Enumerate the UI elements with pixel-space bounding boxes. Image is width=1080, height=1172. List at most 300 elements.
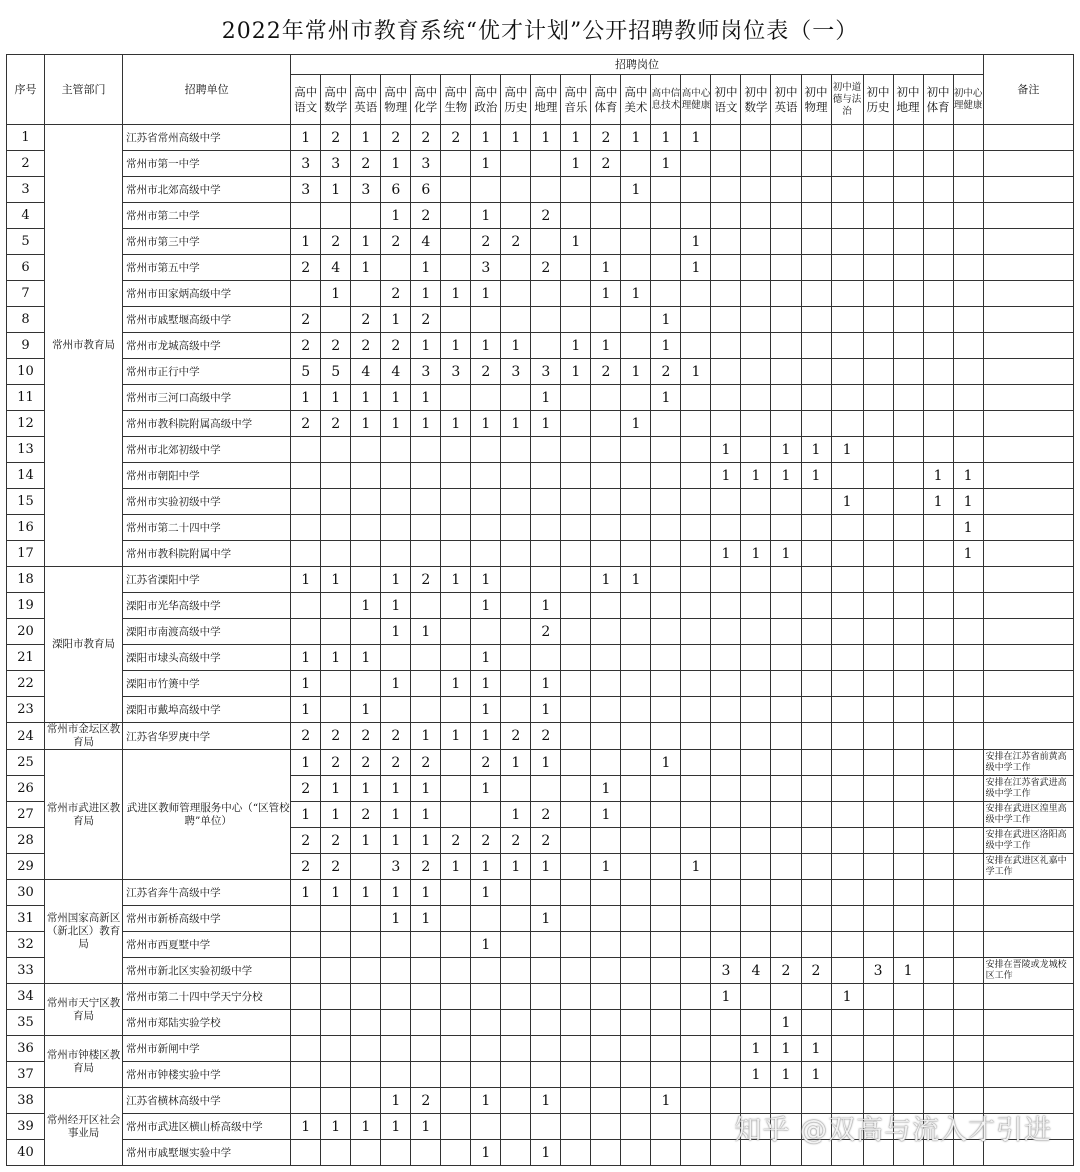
position-count: 1	[411, 723, 441, 750]
position-count	[351, 1062, 381, 1088]
position-count	[651, 984, 681, 1010]
position-count	[321, 515, 351, 541]
position-count	[561, 255, 591, 281]
position-count	[863, 177, 893, 203]
position-count	[621, 255, 651, 281]
position-count	[923, 880, 953, 906]
position-count	[771, 515, 801, 541]
table-row	[7, 567, 1074, 593]
note-cell	[983, 1036, 1073, 1062]
table-row	[7, 177, 1074, 203]
position-count: 1	[591, 776, 621, 802]
position-count: 2	[321, 723, 351, 750]
position-count	[893, 333, 923, 359]
position-count	[651, 541, 681, 567]
position-count: 1	[291, 750, 321, 776]
position-count	[621, 1088, 651, 1114]
note-cell	[983, 1062, 1073, 1088]
position-count	[651, 828, 681, 854]
note-cell	[983, 151, 1073, 177]
position-count	[651, 411, 681, 437]
position-count	[561, 697, 591, 723]
position-count	[651, 1010, 681, 1036]
position-count	[531, 958, 561, 984]
position-count	[923, 1062, 953, 1088]
position-count	[441, 906, 471, 932]
note-cell	[983, 177, 1073, 203]
position-count	[741, 932, 771, 958]
position-count: 4	[381, 359, 411, 385]
position-count	[441, 1036, 471, 1062]
position-count	[923, 932, 953, 958]
position-count	[741, 385, 771, 411]
position-count: 1	[291, 229, 321, 255]
note-cell	[983, 281, 1073, 307]
position-count	[591, 645, 621, 671]
position-count	[741, 177, 771, 203]
position-count	[441, 1140, 471, 1166]
position-count	[591, 177, 621, 203]
position-count	[531, 541, 561, 567]
position-count	[471, 1010, 501, 1036]
position-count: 1	[621, 359, 651, 385]
position-header: 初中心理健康	[953, 75, 983, 125]
note-cell	[983, 411, 1073, 437]
position-count	[831, 619, 863, 645]
position-count	[651, 880, 681, 906]
position-count	[831, 463, 863, 489]
position-count	[441, 541, 471, 567]
position-count	[681, 1062, 711, 1088]
position-count	[771, 307, 801, 333]
position-count	[501, 203, 531, 229]
position-count	[831, 177, 863, 203]
position-count	[893, 671, 923, 697]
position-count	[953, 333, 983, 359]
position-count	[863, 203, 893, 229]
position-count	[651, 1062, 681, 1088]
position-count	[561, 177, 591, 203]
position-count	[923, 671, 953, 697]
position-count: 6	[381, 177, 411, 203]
position-count	[621, 645, 651, 671]
position-count: 1	[561, 333, 591, 359]
position-count	[801, 255, 831, 281]
position-count	[561, 619, 591, 645]
positions-header: 招聘岗位	[291, 55, 983, 75]
position-count	[651, 776, 681, 802]
position-count	[591, 880, 621, 906]
position-count	[591, 671, 621, 697]
position-count: 2	[411, 854, 441, 880]
position-count	[531, 1114, 561, 1140]
position-count	[893, 854, 923, 880]
position-count: 2	[441, 828, 471, 854]
position-count: 1	[351, 411, 381, 437]
table-row	[7, 906, 1074, 932]
position-count	[651, 567, 681, 593]
table-row	[7, 593, 1074, 619]
position-count	[591, 489, 621, 515]
row-number: 20	[7, 619, 45, 645]
note-cell	[983, 932, 1073, 958]
position-header: 初中地理	[893, 75, 923, 125]
position-count	[711, 697, 741, 723]
position-count	[893, 723, 923, 750]
position-count	[923, 333, 953, 359]
position-count: 1	[351, 776, 381, 802]
position-count	[651, 932, 681, 958]
position-count	[893, 125, 923, 151]
position-count: 2	[591, 125, 621, 151]
position-count	[531, 307, 561, 333]
position-count: 2	[291, 828, 321, 854]
position-count	[561, 984, 591, 1010]
position-count	[771, 776, 801, 802]
position-count: 1	[953, 515, 983, 541]
position-count	[831, 1062, 863, 1088]
note-cell	[983, 125, 1073, 151]
position-count	[381, 255, 411, 281]
position-count	[771, 723, 801, 750]
position-count	[651, 1140, 681, 1166]
position-count	[831, 307, 863, 333]
position-count: 1	[471, 1140, 501, 1166]
position-count	[441, 750, 471, 776]
position-count: 3	[531, 359, 561, 385]
position-count	[801, 906, 831, 932]
position-count	[771, 411, 801, 437]
position-count	[923, 593, 953, 619]
position-count	[651, 229, 681, 255]
position-count	[831, 541, 863, 567]
position-count: 1	[381, 1114, 411, 1140]
position-count: 3	[411, 151, 441, 177]
position-count: 1	[321, 177, 351, 203]
position-count	[411, 958, 441, 984]
position-count	[801, 619, 831, 645]
position-count	[471, 619, 501, 645]
position-count: 2	[411, 750, 441, 776]
position-count	[893, 567, 923, 593]
position-count	[381, 958, 411, 984]
position-count	[863, 385, 893, 411]
position-count	[863, 281, 893, 307]
position-count	[893, 932, 923, 958]
position-count	[741, 776, 771, 802]
table-row	[7, 958, 1074, 984]
position-count	[893, 385, 923, 411]
position-count	[831, 828, 863, 854]
position-count: 1	[441, 854, 471, 880]
position-count: 1	[801, 1062, 831, 1088]
position-count	[923, 151, 953, 177]
position-count	[923, 567, 953, 593]
position-count: 1	[381, 828, 411, 854]
position-count	[351, 619, 381, 645]
position-header: 初中语文	[711, 75, 741, 125]
position-count: 1	[441, 723, 471, 750]
position-count	[291, 593, 321, 619]
position-count	[621, 776, 651, 802]
position-count	[411, 515, 441, 541]
position-count	[953, 437, 983, 463]
position-count: 2	[351, 151, 381, 177]
position-count	[923, 1036, 953, 1062]
unit-cell: 常州市北郊初级中学	[123, 437, 291, 463]
position-count: 1	[441, 671, 471, 697]
position-count	[471, 906, 501, 932]
position-count	[953, 880, 983, 906]
row-number: 29	[7, 854, 45, 880]
position-count	[561, 567, 591, 593]
position-count	[321, 1036, 351, 1062]
position-count	[621, 671, 651, 697]
position-count	[741, 671, 771, 697]
position-count: 2	[291, 255, 321, 281]
position-count	[681, 645, 711, 671]
position-count: 2	[411, 203, 441, 229]
position-count: 2	[351, 333, 381, 359]
position-count	[441, 880, 471, 906]
position-count: 1	[291, 802, 321, 828]
position-count	[681, 541, 711, 567]
table-row	[7, 437, 1074, 463]
position-count: 6	[411, 177, 441, 203]
position-count: 2	[321, 828, 351, 854]
position-count: 1	[531, 697, 561, 723]
position-count	[621, 828, 651, 854]
position-count: 1	[531, 750, 561, 776]
position-count	[711, 151, 741, 177]
department-cell: 常州市武进区教育局	[45, 750, 123, 880]
position-count: 1	[351, 645, 381, 671]
position-count	[681, 1140, 711, 1166]
row-number: 16	[7, 515, 45, 541]
position-count: 1	[531, 671, 561, 697]
position-count	[531, 932, 561, 958]
position-count	[801, 541, 831, 567]
position-count	[923, 750, 953, 776]
position-count	[441, 229, 471, 255]
position-count	[893, 203, 923, 229]
note-cell	[983, 541, 1073, 567]
unit-cell: 常州市教科院附属高级中学	[123, 411, 291, 437]
table-row	[7, 932, 1074, 958]
position-count	[863, 541, 893, 567]
position-header: 高中地理	[531, 75, 561, 125]
row-number: 22	[7, 671, 45, 697]
position-header: 初中道德与法治	[831, 75, 863, 125]
position-count	[801, 307, 831, 333]
position-count	[561, 1140, 591, 1166]
row-number: 34	[7, 984, 45, 1010]
position-count	[771, 593, 801, 619]
position-count: 1	[381, 307, 411, 333]
position-count	[831, 567, 863, 593]
position-count	[801, 593, 831, 619]
note-cell	[983, 567, 1073, 593]
row-number: 23	[7, 697, 45, 723]
position-count	[711, 802, 741, 828]
note-cell	[983, 593, 1073, 619]
position-count	[771, 880, 801, 906]
position-count	[321, 463, 351, 489]
position-count	[953, 151, 983, 177]
position-count	[441, 984, 471, 1010]
position-count: 1	[381, 619, 411, 645]
unit-cell: 江苏省横林高级中学	[123, 1088, 291, 1114]
unit-cell: 溧阳市竹箦中学	[123, 671, 291, 697]
position-count	[381, 489, 411, 515]
position-count: 1	[471, 671, 501, 697]
position-count	[351, 984, 381, 1010]
position-count	[501, 463, 531, 489]
position-count: 1	[621, 177, 651, 203]
position-count	[741, 1010, 771, 1036]
position-count	[501, 281, 531, 307]
position-count	[741, 151, 771, 177]
position-header: 高中生物	[441, 75, 471, 125]
position-count	[591, 229, 621, 255]
position-count	[381, 932, 411, 958]
position-count	[953, 229, 983, 255]
position-count	[771, 932, 801, 958]
position-count: 2	[531, 203, 561, 229]
position-count	[441, 802, 471, 828]
position-count	[501, 177, 531, 203]
position-header: 初中体育	[923, 75, 953, 125]
position-count	[291, 619, 321, 645]
position-count	[351, 281, 381, 307]
position-count	[711, 411, 741, 437]
position-count	[801, 385, 831, 411]
position-count	[621, 437, 651, 463]
position-count: 1	[501, 750, 531, 776]
position-count	[801, 671, 831, 697]
position-count: 2	[591, 359, 621, 385]
position-count	[471, 307, 501, 333]
position-count	[291, 541, 321, 567]
position-count	[471, 177, 501, 203]
position-count	[893, 307, 923, 333]
position-count	[501, 776, 531, 802]
position-count	[771, 984, 801, 1010]
position-count: 2	[321, 750, 351, 776]
position-count: 1	[531, 854, 561, 880]
position-count	[831, 151, 863, 177]
position-count	[863, 593, 893, 619]
position-count	[471, 489, 501, 515]
position-count: 1	[381, 880, 411, 906]
position-count: 2	[501, 828, 531, 854]
position-count: 1	[411, 1114, 441, 1140]
position-count: 2	[531, 802, 561, 828]
position-header: 高中美术	[621, 75, 651, 125]
row-number: 30	[7, 880, 45, 906]
position-count	[863, 1062, 893, 1088]
position-count: 1	[471, 880, 501, 906]
position-count	[291, 984, 321, 1010]
position-count	[741, 281, 771, 307]
position-count	[681, 177, 711, 203]
position-count	[831, 281, 863, 307]
row-number: 6	[7, 255, 45, 281]
position-count: 1	[531, 593, 561, 619]
position-count	[441, 203, 471, 229]
position-count	[741, 229, 771, 255]
position-count	[771, 151, 801, 177]
position-count: 1	[651, 125, 681, 151]
position-count	[711, 385, 741, 411]
position-count	[893, 645, 923, 671]
position-count	[621, 1036, 651, 1062]
position-header: 高中物理	[381, 75, 411, 125]
position-count	[953, 645, 983, 671]
position-count	[953, 828, 983, 854]
position-count: 1	[321, 1114, 351, 1140]
position-count	[411, 463, 441, 489]
position-count: 2	[381, 750, 411, 776]
position-count: 1	[441, 333, 471, 359]
position-count: 2	[291, 776, 321, 802]
position-count	[923, 437, 953, 463]
position-count	[411, 593, 441, 619]
position-count	[953, 203, 983, 229]
position-count	[471, 437, 501, 463]
unit-cell: 溧阳市光华高级中学	[123, 593, 291, 619]
unit-cell: 江苏省奔牛高级中学	[123, 880, 291, 906]
position-header: 初中英语	[771, 75, 801, 125]
position-count	[711, 906, 741, 932]
position-count	[531, 515, 561, 541]
position-count: 1	[291, 385, 321, 411]
unit-cell: 江苏省溧阳中学	[123, 567, 291, 593]
position-count: 1	[321, 645, 351, 671]
position-count	[923, 385, 953, 411]
position-count: 1	[893, 958, 923, 984]
position-count	[441, 177, 471, 203]
row-number: 21	[7, 645, 45, 671]
position-count	[863, 333, 893, 359]
position-count	[351, 541, 381, 567]
position-count: 1	[621, 567, 651, 593]
unit-cell: 常州市西夏墅中学	[123, 932, 291, 958]
position-count	[651, 697, 681, 723]
position-count	[801, 177, 831, 203]
position-header: 高中心理健康	[681, 75, 711, 125]
position-count	[923, 697, 953, 723]
position-count	[923, 723, 953, 750]
position-count	[351, 854, 381, 880]
position-count: 1	[531, 906, 561, 932]
position-count: 1	[411, 333, 441, 359]
unit-cell: 常州市第二中学	[123, 203, 291, 229]
position-count	[411, 932, 441, 958]
position-count	[923, 515, 953, 541]
position-count	[321, 541, 351, 567]
row-number: 1	[7, 125, 45, 151]
position-count	[441, 1088, 471, 1114]
position-count	[561, 281, 591, 307]
position-count: 1	[711, 984, 741, 1010]
table-row	[7, 671, 1074, 697]
unit-header: 招聘单位	[123, 55, 291, 125]
position-count	[681, 619, 711, 645]
unit-cell: 常州市正行中学	[123, 359, 291, 385]
position-count	[863, 489, 893, 515]
position-count	[893, 229, 923, 255]
